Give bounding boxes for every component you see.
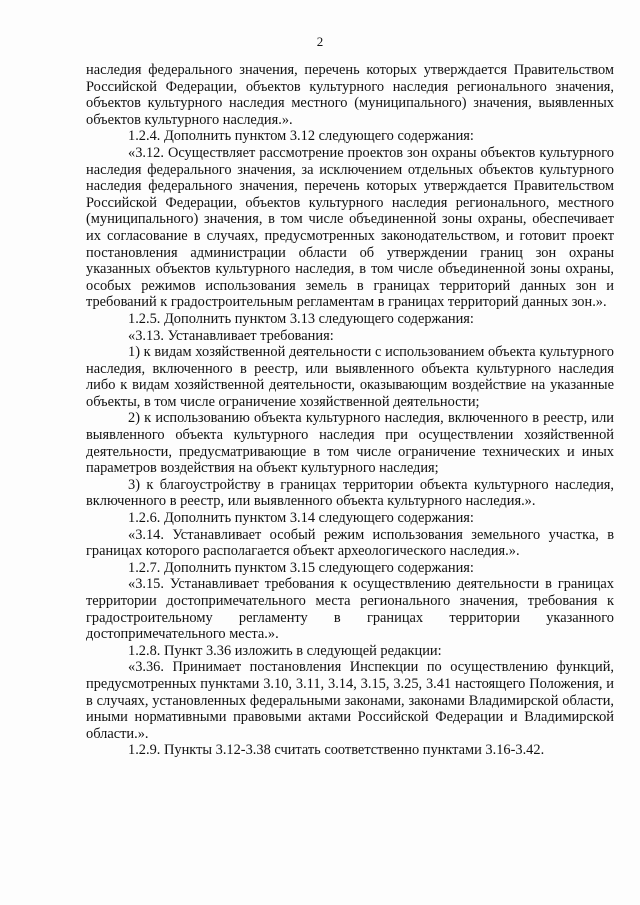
paragraph: 1.2.6. Дополнить пунктом 3.14 следующего содержания: [128, 510, 474, 527]
document-body [86, 62, 614, 759]
paragraph: «3.15. Устанавливает требования к осуществлению деятельности в границах территории достопримечательного места регионального значения, требования к градостроительному регламенту в границах территории указанного достопримечательного места.». [86, 576, 614, 643]
page-number: 2 [316, 34, 324, 49]
paragraph: 2) к использованию объекта культурного наследия, включенного в реестр, или выявленного объекта культурного наследия при осуществлении хозяйственной деятельности, предусматривающие в том числе ограничение технических и иных параметров воздействия на объект культурного наследия; [86, 410, 614, 477]
paragraph: 1.2.8. Пункт 3.36 изложить в следующей редакции: [128, 642, 442, 659]
paragraph: «3.13. Устанавливает требования: [128, 327, 334, 344]
paragraph: «3.14. Устанавливает особый режим использования земельного участка, в границах которого располагается объект археологического наследия.». [86, 526, 614, 560]
paragraph: 1.2.7. Дополнить пунктом 3.15 следующего содержания: [128, 559, 474, 576]
paragraph: наследия федерального значения, перечень которых утверждается Правительством Российской Федерации, объектов культурного наследия регионального значения, объектов культурного наследия местного (муниципального) значения, выявленных объектов культурного наследия.». [86, 62, 614, 128]
paragraph: 1.2.5. Дополнить пунктом 3.13 следующего содержания: [128, 310, 474, 327]
paragraph: 1) к видам хозяйственной деятельности с использованием объекта культурного наследия, включенного в реестр, или выявленного объекта культурного наследия либо к видам хозяйственной деятельности, оказывающим воздействие на указанные объекты, в том числе ограничение хозяйственной деятельности; [86, 344, 614, 410]
paragraph: 1.2.9. Пункты 3.12-3.38 считать соответственно пунктами 3.16-3.42. [128, 742, 545, 759]
paragraph: 3) к благоустройству в границах территории объекта культурного наследия, включенного в реестр, или выявленного объекта культурного наследия.». [86, 476, 614, 510]
paragraph: «3.12. Осуществляет рассмотрение проектов зон охраны объектов культурного наследия федерального значения, за исключением отдельных объектов культурного наследия федерального значения, перечень которых утверждается Правительством Российской Федерации, объектов культурного наследия регионального, местного (муниципального) значения, в том числе объединенной зоны охраны, обеспечивает их согласование в случаях, предусмотренных законодательством, и готовит проект постановления администрации области об утверждении границ зон охраны указанных объектов культурного наследия, в том числе объединенной зоны охраны, особых режимов использования земель в границах территорий данных зон и требований к градостроительным регламентам в границах территорий данных зон.». [86, 144, 614, 311]
paragraph: 1.2.4. Дополнить пунктом 3.12 следующего содержания: [128, 128, 474, 145]
paragraph: «3.36. Принимает постановления Инспекции по осуществлению функций, предусмотренных пунктами 3.10, 3.11, 3.14, 3.15, 3.25, 3.41 настоящего Положения, и в случаях, установленных федеральными законами, законами Владимирской области, иными нормативными правовыми актами Российской Федерации и Владимирской области.». [86, 659, 614, 742]
